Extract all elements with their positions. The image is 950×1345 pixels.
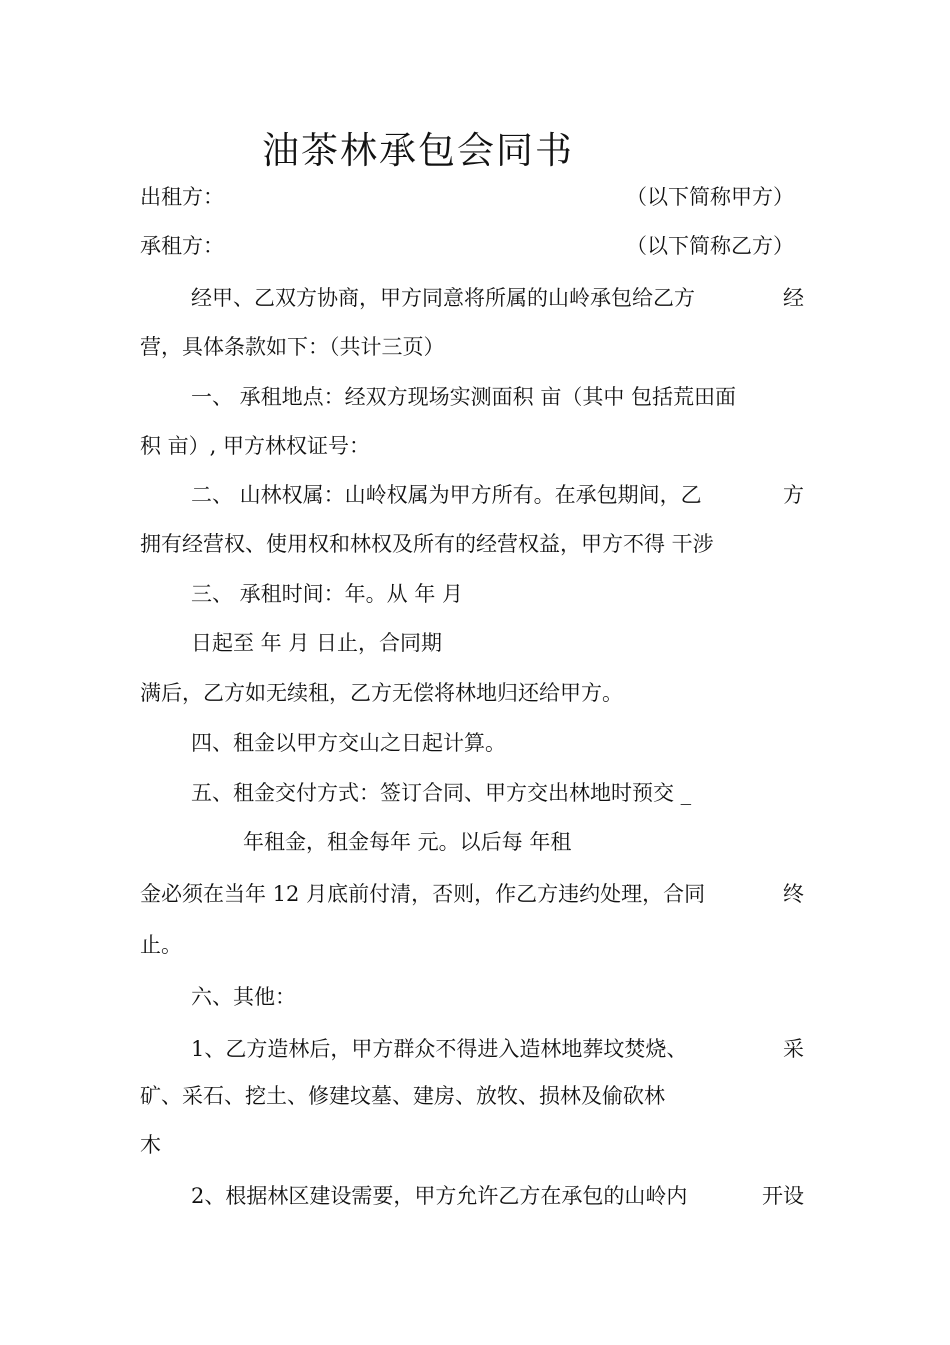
paragraph-line	[191, 485, 804, 506]
lessee-label: 承租方：	[140, 234, 224, 258]
text-segment: 采	[783, 1037, 804, 1061]
paragraph-line	[140, 884, 804, 905]
text-segment: 终	[783, 882, 804, 906]
text-segment: 2、根据林区建设需要，甲方允许乙方在承包的山岭内	[191, 1184, 688, 1208]
text-segment: 经甲、乙双方协商，甲方同意将所属的山岭承包给乙方	[191, 286, 695, 310]
paragraph-line	[191, 288, 804, 309]
paragraph-line: 拥有经营权、使用权和林权及所有的经营权益，甲方不得 干涉	[140, 532, 714, 556]
paragraph-line: 三、 承租时间：年。从 年 月	[191, 582, 464, 606]
paragraph-line: 营，具体条款如下：（共计三页）	[140, 335, 445, 359]
paragraph-line: 满后，乙方如无续租，乙方无偿将林地归还给甲方。	[140, 681, 623, 705]
lessee-note: （以下简称乙方）	[626, 234, 794, 258]
paragraph-line: 木	[140, 1133, 161, 1157]
paragraph-line: 日起至 年 月 日止，合同期	[191, 631, 443, 655]
paragraph-line: 四、租金以甲方交山之日起计算。	[191, 731, 506, 755]
text-segment: 经	[783, 286, 804, 310]
paragraph-line	[191, 1186, 804, 1207]
paragraph-line: 一、 承租地点：经双方现场实测面积 亩（其中 包括荒田面	[191, 385, 737, 409]
text-segment: 开设	[762, 1184, 804, 1208]
paragraph-line: 矿、采石、挖土、修建坟墓、建房、放牧、损林及偷砍林	[140, 1084, 665, 1108]
paragraph-line	[191, 1039, 804, 1060]
paragraph-line: 止。	[140, 933, 182, 957]
text-segment: 方	[783, 483, 804, 507]
paragraph-line: 积 亩）, 甲方林权证号：	[140, 434, 371, 458]
text-segment: 二、 山林权属：山岭权属为甲方所有。在承包期间，乙	[191, 483, 702, 507]
paragraph-line: 六、其他：	[191, 985, 296, 1009]
text-segment: 金必须在当年 12 月底前付清，否则，作乙方违约处理，合同	[140, 882, 706, 906]
lessor-note: （以下简称甲方）	[626, 185, 794, 209]
document-title: 油茶林承包会同书	[262, 129, 574, 172]
paragraph-line: 年租金，租金每年 元。以后每 年租	[243, 830, 572, 854]
paragraph-line: 五、租金交付方式：签订合同、甲方交出林地时预交 _	[191, 781, 692, 805]
lessor-label: 出租方：	[140, 185, 224, 209]
text-segment: 1、乙方造林后，甲方群众不得进入造林地葬坟焚烧、	[191, 1037, 688, 1061]
